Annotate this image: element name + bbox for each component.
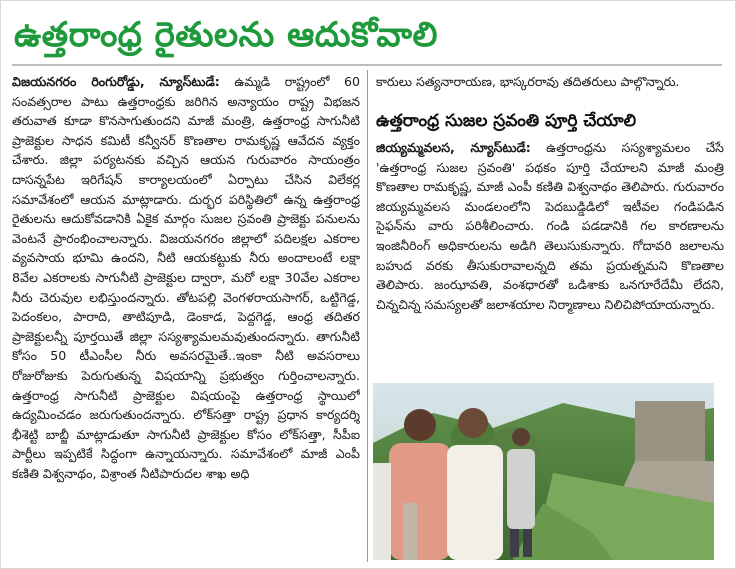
story1-dateline: విజయనగరం రింగురోడ్డు, న్యూస్‌టుడే: xyxy=(12,74,220,89)
headline-rule xyxy=(12,64,722,66)
story1-body: ఉమ్మడి రాష్ట్రంలో 60 సంవత్సరాల పాటు ఉత్తరాంధ్రకు జరిగిన అన్యాయం రాష్ట్ర విభజన తరువాత కూడా కొనసాగుతుందని మాజీ మంత్రి, ఉత్తరాంధ్ర సాగునీటి ప్రాజెక్టుల సాధన కమిటీ కన్వీనర్ కొణతాల రామకృష్ణ ఆవేదన వ్యక్తం చేశారు. జిల్లా పర్యటనకు వచ్చిన ఆయన గురువారం సాయంత్రం దాసన్నపేట ఇరిగేషన్ కార్యాలయంలో ఏర్పాటు చేసిన విలేకర్ల సమావేశంలో ఆయన మాట్లాడారు. దుర్భర పరిస్థితిలో ఉన్న ఉత్తరాంధ్ర రైతులను ఆదుకోవడానికి ఏకైక మార్గం సుజల స్రవంతి ప్రాజెక్టు పనులను వెంటనే ప్రారంభించాలన్నారు. విజయనగరం జిల్లాలో పదిలక్షల ఎకరాల వ్యవసాయ భూమి ఉందని, నీటి ఆయకట్టుకు నీరు అందాలంటే లక్షా 8వేల ఎకరాలకు సాగునీటి ప్రాజెక్టుల ద్వారా, మరో లక్షా 30వేల ఎకరాల నీరు చెరువుల లభిస్తుందన్నారు. తోటపల్లి వెంగళరాయసాగర్, ఒట్టిగెడ్డ, పెదంకలం, పారాది, తాటిపూడి, డెంకాడ, పెద్దగెడ్డ, ఆంధ్ర తదితర ప్రాజెక్టులన్నీ పూర్తయితే జిల్లా సస్యశ్యామలమవుతుందన్నారు. తాగునీటి కోసం 50 టీఎంసీల నీరు అవసరమైతే..ఇంకా నీటి అవసరాలు రోజురోజుకు పెరుగుతున్న విషయాన్ని ప్రభుత్వం గుర్తించాలన్నారు. ఉత్తరాంధ్ర సాగునీటి ప్రాజెక్టుల విషయంపై ఉత్తరాంధ్ర స్థాయిలో ఉద్యమించడం జరుగుతుందన్నారు. లోక్‌సత్తా రాష్ట్ర ప్రధాన కార్యదర్శి భీశెట్టి బాబ్జీ మాట్లాడుతూ సాగునీటి ప్రాజెక్టుల కోసం లోక్‌సత్తా, సీపీఐ పార్టీలు ఇప్పటికే సిద్ధంగా ఉన్నాయన్నారు. సమావేశంలో మాజీ ఎంపీ కణితి విశ్వనాథం, విశ్రాంత నీటిపారుదల శాఖ అధి xyxy=(12,74,360,481)
story2-subheadline: ఉత్తరాంధ్ర సుజల స్రవంతి పూర్తి చేయాలి xyxy=(376,111,637,131)
story1-column xyxy=(12,72,360,564)
news-photo-image xyxy=(373,383,714,560)
headline: ఉత్తరాంధ్ర రైతులను ఆదుకోవాలి xyxy=(14,15,438,55)
column-divider xyxy=(367,70,368,562)
story2-column xyxy=(376,138,724,376)
news-photo xyxy=(373,383,714,560)
story2-body: ఉత్తరాంధ్రను సస్యశ్యామలం చేసే 'ఉత్తరాంధ్ర సుజల స్రవంతి' పథకం పూర్తి చేయాలని మాజీ మంత్రి కొణతాల రామకృష్ణ, మాజీ ఎంపీ కణితి విశ్వనాథం తెలిపారు. గురువారం జియ్యమ్మవలస మండలంలోని పెదబుడ్డిడిలో ఇటీవల గండిపడిన సైఫన్‌ను వారు పరిశీలించారు. గండి పడడానికి గల కారణాలను ఇంజినీరింగ్ అధికారులను అడిగి తెలుసుకున్నారు. గోదావరి జలాలను బహుద వరకు తీసుకురావాలన్నది తమ ప్రయత్నమని కొణతాల తెలిపారు. జంఝావతి, వంశధారతో ఒడిశాకు ఒనగూరేదేమీ లేదని, చిన్నచిన్న సమస్యలతో జలాశయాల నిర్మాణాలు నిలిచిపోయాయన్నారు. xyxy=(376,140,724,312)
story1-continuation: కారులు సత్యనారాయణ, భాస్కరరావు తదితరులు పాల్గొన్నారు. xyxy=(376,74,680,89)
story2-dateline: జియ్యమ్మవలస, న్యూస్‌టుడే: xyxy=(376,140,531,155)
